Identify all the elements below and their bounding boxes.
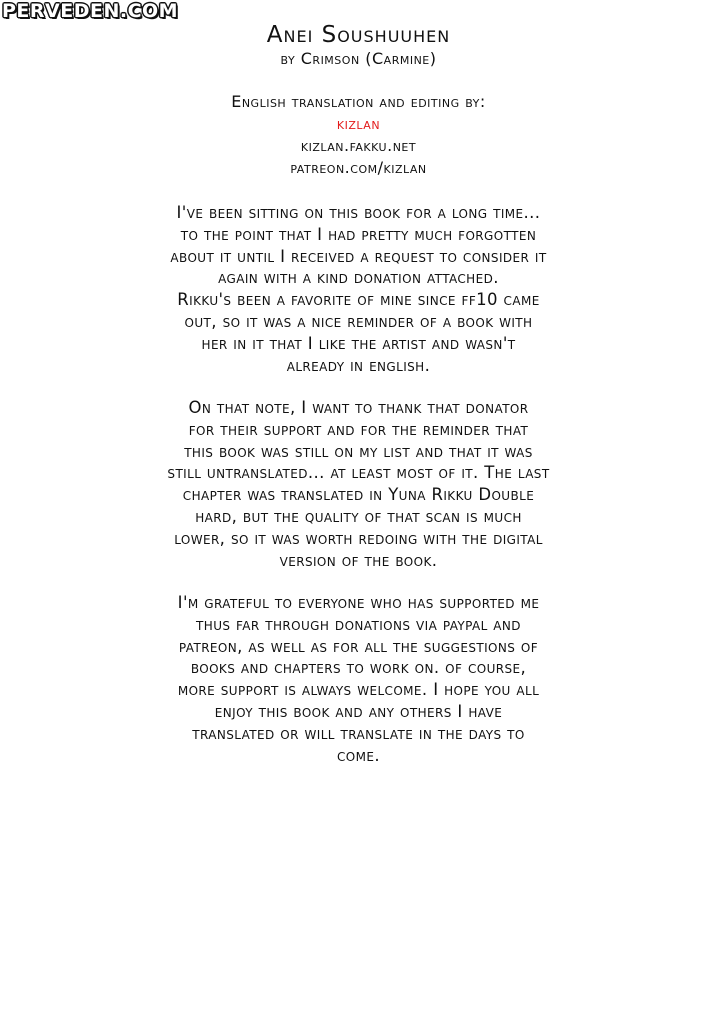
author-line: by Crimson (Carmine) (280, 49, 437, 68)
paragraph-line: lower, so it was worth redoing with the digital (174, 528, 543, 548)
credits-label: English translation and editing by: (231, 92, 486, 111)
paragraph-line: to the point that I had pretty much forgotten (180, 224, 537, 244)
page-title: Anei Soushuuhen (266, 22, 451, 48)
paragraph-line: come. (336, 745, 380, 765)
paragraph-line: version of the book. (279, 550, 438, 570)
translation-credits (0, 91, 717, 179)
paragraph-line: books and chapters to work on. of course, (190, 658, 527, 678)
paragraph-3 (110, 592, 607, 766)
paragraph-line: again with a kind donation attached. (218, 268, 499, 288)
paragraph-line: still untranslated... at least most of it. The last (167, 463, 550, 483)
site-watermark: PERVEDEN.COM (2, 0, 179, 22)
translator-patreon: patreon.com/kizlan (290, 158, 427, 177)
paragraph-line: I'm grateful to everyone who has supported me (177, 593, 540, 612)
paragraph-line: more support is always welcome. I hope you all (177, 680, 540, 700)
paragraph-1 (110, 202, 607, 376)
paragraph-line: On that note, I want to thank that donator (188, 398, 529, 417)
paragraph-line: enjoy this book and any others I have (214, 701, 503, 721)
paragraph-line: already in english. (286, 355, 431, 375)
paragraph-2 (110, 397, 607, 571)
paragraph-line: I've been sitting on this book for a long time... (176, 203, 541, 222)
paragraph-line: translated or will translate in the days to (192, 723, 525, 743)
paragraph-line: her in it that I like the artist and wasn't (201, 333, 516, 353)
translator-website: kizlan.fakku.net (300, 136, 417, 155)
paragraph-line: out, so it was a nice reminder of a book with (184, 311, 533, 331)
paragraph-line: hard, but the quality of that scan is much (195, 506, 522, 526)
paragraph-line: this book was still on my list and that it was (184, 441, 533, 461)
paragraph-line: thus far through donations via paypal and (196, 614, 521, 634)
paragraph-line: about it until I received a request to consider it (170, 246, 547, 266)
paragraph-line: Rikku's been a favorite of mine since ff10 came (177, 290, 540, 310)
paragraph-line: chapter was translated in Yuna Rikku Double (182, 485, 535, 505)
paragraph-line: for their support and for the reminder that (188, 419, 529, 439)
translator-name: kizlan (336, 114, 381, 133)
paragraph-line: patreon, as well as for all the suggestions of (178, 636, 539, 656)
